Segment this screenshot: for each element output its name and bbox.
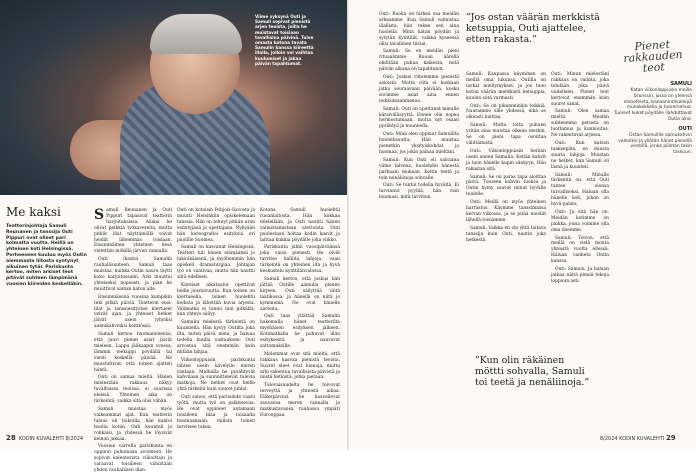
paragraph: Outi: Kun katson taaksepäin, en muista suuria lahjoja. Muistan ne hetket, kun Samuli oli läsnä ja kuunteli. [551, 140, 609, 170]
sidebar-text-samuli: Katan viikonloppuisin meille brunssin, jossa on yleensä smoothieta, banaanirahkaleipä munakokkelia ja tuoremehua. Tuoreet kukat pöydälle ilahduttavat Outia aina. [614, 88, 692, 122]
sidebar-love-acts [614, 37, 692, 159]
sidebar-name-samuli: SAMULI [670, 81, 692, 87]
paragraph: Outi: Se on pikemminkin leikkiä. Nauramme sille yhdessä, eikä se oikeasti haittaa. [466, 103, 546, 121]
left-folio [6, 434, 83, 442]
left-column-2 [177, 208, 255, 433]
left-column-1 [94, 208, 172, 476]
page-number: 28 [6, 434, 16, 442]
paragraph: Vuosien varrella pariskunta on oppinut puhumaan avoimesti. He sopivat kalenterista viikoittain ja varaavat toisilleen vähintään yhden rauhallisen illan. [94, 444, 172, 474]
paragraph: Outi: Se tuntui todella hyvältä. Ei tarvinnut pyytää, hän vain huomasi, mitä tarvitsin. [379, 183, 459, 201]
sidebar-title: Pienet rakkauden teot [622, 37, 684, 75]
right-column-3 [551, 72, 609, 287]
paragraph: Samuli muistaa myös vaikeammat ajat. Kun teatterin talous oli tiukoilla, hän kantoi huolia kotiin. Outi kuunteli ja rohkaisi, ja yhdessä he löysivät keinon jaksaa. [94, 407, 172, 442]
intro-text: Teatterinjohtaja Samuli Reunanen ja tanssija Outi Pippuri ovat olleet pari kolmatta vuotta. Heillä on yhteinen koti Helsingissä. Perheeseen kuuluu myös Outin aiemmasta liitosta syntynyt aikuinen tytär. Pariskunta kertoo, miten arkiset teot pitävät suhteen lämpimänä vuosien kiireiden keskelläkin. [6, 224, 87, 287]
paragraph: Samuli: Se on paras tapa aloittaa päivä. Tuoreen kahvin tuoksu ja Outin hymy saavat minut hyvälle tuulelle. [466, 174, 546, 198]
paragraph: Outi sanoo, että parisuhde vaatii työtä, mutta työ on palkitsevaa. He ovat oppineet antamaan toisilleen tilaa ja toisaalta huomaamaan, milloin toinen tarvitsee tukea. [177, 395, 255, 430]
paragraph: Samuli on kasvanut Helsingissä. Teatteri tuli hänen elämäänsä jo lukioikäisenä, ja myöhemmin hän opiskeli dramaturgiaa. Johtajan työ on vaativaa, mutta hän nauttii siitä edelleen. [177, 245, 255, 280]
paragraph: Samuli: Minulle tärkeintä on, että Outi tuntee olonsa turvalliseksi. Haluan olla hänelle koti, johon on hyvä palata. [551, 172, 609, 208]
paragraph: Samulin mielestä tärkeintä on kuunnella. Hän kysyy Outilta joka ilta, miten päivä meni, ja haluaa todella kuulla vastauksen. Outi arvostaa sitä enemmän kuin mitään lahjaa. [177, 320, 255, 355]
paragraph: amuli Reunanen ja Outi Pippuri tapasivat teatterin harjoituksissa. Aluksi he olivat pelkkiä työkavereita, mutta pitkät illat näyttämöllä toivat heidät lähemmäs toisiaan. Ensimmäinen yhteinen kesä vietettiin mökillä järven rannalla. [94, 208, 172, 255]
paragraph: Samuli: Mutta totta puhuen yritän aina muistaa oikean merkin. Se on pieni tapa osoittaa välittämistä. [466, 123, 546, 146]
right-folio [600, 434, 679, 442]
pull-quote-top: ”Jos ostan väärän merkkistä ketsuppia, Outi ajattelee, etten rakasta.” [466, 12, 600, 45]
photo-hair [150, 14, 242, 54]
paragraph: Outi on samaa mieltä. Hänen mielestään rakkaus näkyy tavallisissa teoissa, ei suurissa eleissä. Yhteinen aika on tärkeintä, vaikka sitä olisi vähän. [94, 375, 172, 405]
paragraph: Samuli: Kun Outi oli sairaana viime talvena, huolehdin hänestä parhaani mukaan. Keitin teetä ja toin nenäliinoja sohvalle. [379, 157, 459, 181]
paragraph: Outi taas yllättää Samulin hakemalla hänet teatterilta myöhäisen esityksen jälkeen. Kotimatkalla he puhuvat illan esityksestä ja nauravat sattumuksille. [260, 314, 340, 349]
intro-title: Me kaksi [6, 205, 61, 219]
paragraph: Samuli: Olen samaa mieltä. Meidän suhteemme perusta on luottamus ja kunnioitus. Ne rakentuvat arjessa. [551, 109, 609, 139]
paragraph: Samuli: Vaikka en ole yhtä taitava tanssija kuin Outi, nautin joka hetkestä. [466, 225, 546, 243]
pull-quote-bottom: ”Kun olin räkäinen möttti sohvalla, Samuli toi teetä ja nenäliinoja.” [475, 355, 590, 388]
paragraph: Outi: Viikonloppuisin herään usein ennen Samulia. Keitän kahvit ja tuon hänelle kupin sänkyyn. Hän rakastaa sitä. [466, 148, 546, 172]
sidebar-name-outi: OUTI [678, 125, 692, 132]
paragraph: Outi: Minä olen oppinut Samulilta huolellisuutta. Hän muistaa pienetkin yksityiskohdat ja huomaa, jos jokin painaa mieltäni. [379, 132, 459, 155]
paragraph: Samuli kertoo, että joskus hän jättää Outille aamulla pienen kirjeen. Outi säilyttää niitä laatikossa, ja hänellä on niitä jo kymmeniä. Ne ovat hänelle aarteita. [260, 276, 340, 312]
paragraph: Samuli: Kaupassa käyminen on meillä oma lukunsa. Outilla on tarkat mieltymykset, ja jos tuon kotiin väärän merkkistä ketsuppia, kuulen siitä varmasti. [466, 72, 546, 101]
couple-photo [0, 0, 347, 195]
paragraph: Outi: Ja sitä hän on. Meidän kotimme on paikka, jossa voimme olla oma itsemme. [551, 209, 609, 233]
paragraph: Samuli: Outi on opettanut minulle kärsivällisyyttä. Ennen olin nopea hermostumaan, mutta nyt osaan pysähtyä ja kuunnella. [379, 106, 459, 130]
intro-box [6, 205, 88, 288]
paragraph: Outi: Ruoka on tärkeä osa meidän arkeamme. Kun Samuli valmistaa illallista, hän tekee sen aina huolella. Minä katan pöydän ja sytytän kynttilät, vaikka kyseessä olisi tavallinen tiistai. [379, 12, 459, 47]
paragraph: Pariskunta juhlii vuosipäiväänsä joka vuosi pienesti. He eivät tarvitse kalliita lahjoja, vaan tärkeintä on yhteinen ilta ja hyvä keskustelu kynttilänvalossa. [260, 245, 340, 275]
paragraph: Outi: Meillä on myös yhteinen harrastus. Käymme tanssimassa kerran viikossa, ja se pitää meidät lähellä toisiamme. [466, 200, 546, 223]
paragraph: Outi: Minun mielestäni rakkaus on valinta, joka tehdään joka päivä uudelleen. Pienet teot kertovat enemmän kuin suuret sanat. [551, 72, 609, 107]
paragraph: Samuli: Se on meidän pieni rituaalimme. Ruoan äärellä ehditään puhua kaikesta, mitä päivän aikana on tapahtunut. [379, 49, 459, 73]
photo-caption: Viime syksynä Outi ja Samuli sopivat pienistä arjen teoista, joilla he muistavat toisiaan tavallisina päivinä. Toive omasta kotona tavata Samulin kanssa kiireettä illalla, jolloin voi vaihtaa kuulumiset ja jakaa päivän tapahtumat. [255, 14, 314, 66]
left-column-3 [260, 208, 340, 421]
paragraph: Outi ihastui Samulin rauhallisuuteen. Samuli taas muistaa, kuinka Outin nauru täytti koko harjoitussalin. Arki muuttui yhteiseksi nopeasti, ja pian he muuttivat saman katon alle. [94, 257, 172, 292]
page-number: 29 [665, 434, 676, 442]
paragraph: Viikonloppuisin pariskunta lähtee usein kävelylle meren rantaan. Matkalla he pysähtyvät kahvilaan ja suunnittelevat tulevia matkoja. Ne hetket ovat heille yhtä tärkeitä kuin suuret juhlat. [177, 357, 255, 393]
left-page [0, 0, 347, 474]
folio-text: KODIN KUVALEHTI 8/2024 [18, 436, 84, 442]
paragraph: Samuli: Toivon, että meillä on vielä monta yhteistä vuotta edessä. Haluan vanheta Outin kanssa. [551, 235, 609, 265]
folio-text: 8/2024 KODIN KUVALEHTI [600, 436, 665, 442]
paragraph: Ensimmäisinä vuosina kumpikin teki pitkiä päiviä. Teatterin ensi-illat ja tanssiesitysten kiertueet veivät ajan, ja yhteiset hetket jäivät usein lyhyiksi aamukahveiksi keittiössä. [94, 294, 172, 330]
paragraph: Outi: Joskus riitelemme pienistä asioista. Mutta riita ei koskaan jatku seuraavaan päivään, koska sovimme asiat aina ennen nukkumaanmenoa. [379, 75, 459, 104]
paragraph: Kotona Samuli huolehtii ruoanlaitosta. Hän kokkaa mielellään, ja Outi nauttii hänen valmistamistaan aterioista. Outi puolestaan hoitaa kodin kasvit ja laittaa kukkia pöydälle joka viikko. [260, 208, 340, 243]
right-column-1 [379, 12, 459, 203]
drop-cap: S [94, 207, 105, 223]
right-column-2 [466, 72, 546, 245]
paragraph: Samuli kertoo huomanneensa, että juuri pienet asiat jäivät mieleen. Lappu jääkaapin ovessa, lämmin teekuppi pöydällä tai viesti keskellä päivää. Ne muistuttivat, että toinen ajatteli häntä. [94, 332, 172, 373]
paragraph: Outi: Samoin. Ja haluan jatkaa näitä pieniä tekoja loppuun asti. [551, 267, 609, 284]
paragraph: Molemmat ovat sitä mieltä, että rakkaus kasvaa pienistä teoista. Suuret eleet ovat hienoja, mutta arki rakentuu tavallisista päivistä ja niistä hetkistä, jotka jaetaan. [260, 351, 340, 381]
paragraph: Tulevaisuudelta he toivovat terveyttä ja yhteistä aikaa. Eläkepäivinä he haaveilevat asuvansa meren rannalla ja matkustavansa rauhassa ympäri Eurooppaa. [260, 383, 340, 418]
paragraph: Outi on kotoisin Pohjois-Savosta ja muutti Helsinkiin opiskelemaan tanssia. Hän on tehnyt pitkän uran esiintyjänä ja opettajana. Nykyään hän koreografioi esityksiä eri puolille Suomea. [177, 208, 255, 243]
sidebar-text-outi: Ostan Samulille aamukahvin valmiiksi ja yllätän hänet pienellä viestillä, jonka piilotan takin taskuun. [618, 132, 692, 156]
paragraph: Kiireiset aikataulut opettivat heille joustavuutta. Kun toinen on kiertueella, toinen huolehtii kodista ja lähettää kuvia arjesta. Välimatka ei tunnu niin pitkältä, kun yhteys säilyy. [177, 282, 255, 318]
